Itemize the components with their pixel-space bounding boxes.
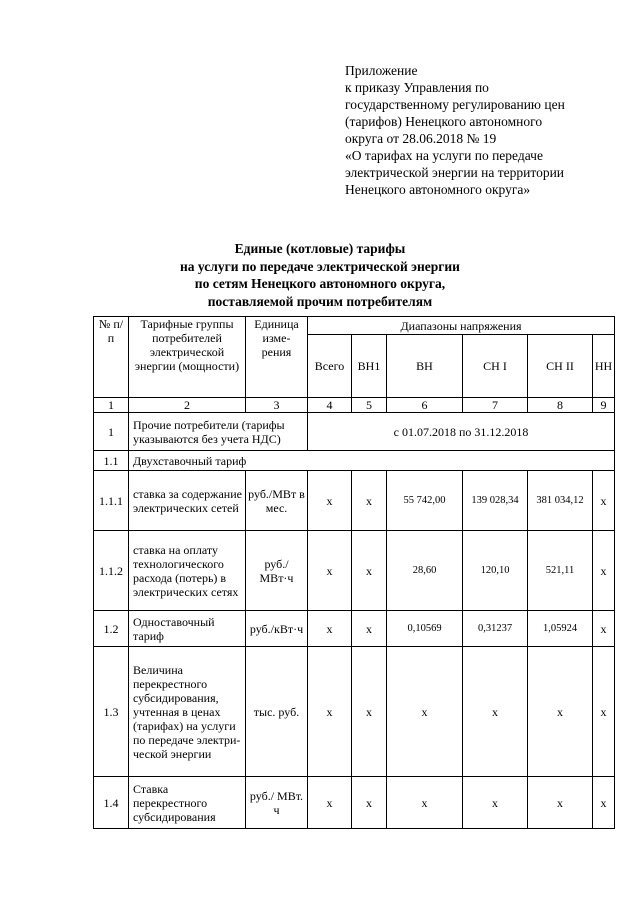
cell-vn1: х	[352, 471, 387, 531]
colnum: 5	[352, 398, 387, 413]
row-num: 1.1.1	[94, 471, 129, 531]
row-name: ставка за содержание электрических сетей	[129, 471, 246, 531]
header-sn2: СН II	[528, 335, 593, 398]
appendix-line: государственному регулированию цен	[345, 97, 565, 112]
header-row	[94, 317, 615, 335]
header-group: Тарифные группы потребителей электрической энергии (мощности)	[129, 317, 246, 398]
cell-vn1: х	[352, 531, 387, 611]
cell-sn1: х	[463, 647, 528, 777]
header-num: № п/п	[94, 317, 129, 398]
cell-total: х	[308, 647, 352, 777]
cell-nn: х	[593, 531, 615, 611]
colnum: 3	[246, 398, 308, 413]
table-row	[94, 471, 615, 531]
colnum: 6	[387, 398, 463, 413]
row-name: Прочие потребители (тарифы указываются без учета НДС)	[129, 413, 308, 451]
cell-total: х	[308, 777, 352, 829]
title-line: на услуги по передаче электрической энергии	[180, 258, 460, 274]
cell-sn1: 120,10	[463, 531, 528, 611]
header-unit: Единица изме-рения	[246, 317, 308, 398]
table-row	[94, 611, 615, 647]
cell-nn: х	[593, 471, 615, 531]
header-total: Всего	[308, 335, 352, 398]
cell-sn2: 521,11	[528, 531, 593, 611]
row-num: 1	[94, 413, 129, 451]
table-row	[94, 647, 615, 777]
appendix-line: округа от 28.06.2018 № 19	[345, 131, 497, 146]
cell-sn1: 0,31237	[463, 611, 528, 647]
title-line: по сетям Ненецкого автономного округа,	[194, 276, 446, 291]
row-name: Одноставочный тариф	[129, 611, 246, 647]
appendix-line: Ненецкого автономного округа»	[345, 182, 531, 197]
row-num: 1.1	[94, 451, 129, 471]
cell-sn2: х	[528, 647, 593, 777]
header-nn: НН	[593, 335, 615, 398]
cell-sn2: 381 034,12	[528, 471, 593, 531]
cell-vn: х	[387, 647, 463, 777]
colnum: 8	[528, 398, 593, 413]
colnum: 2	[129, 398, 246, 413]
colnum: 4	[308, 398, 352, 413]
row-period: с 01.07.2018 по 31.12.2018	[308, 413, 615, 451]
document-title	[100, 240, 540, 310]
row-unit: руб./МВт в мес.	[246, 471, 308, 531]
cell-vn1: х	[352, 611, 387, 647]
cell-sn1: 139 028,34	[463, 471, 528, 531]
cell-vn: х	[387, 777, 463, 829]
row-name: Величина перекрестного субсидирования, учтенная в ценах (тарифах) на услуги по передаче электри-ческой энергии	[129, 647, 246, 777]
cell-sn2: 1,05924	[528, 611, 593, 647]
header-vn1: ВН1	[352, 335, 387, 398]
cell-total: х	[308, 531, 352, 611]
colnum: 1	[94, 398, 129, 413]
table-row	[94, 413, 615, 451]
row-num: 1.2	[94, 611, 129, 647]
cell-nn: х	[593, 611, 615, 647]
row-num: 1.3	[94, 647, 129, 777]
row-name: ставка на оплату технологического расхода (потерь) в электрических сетях	[129, 531, 246, 611]
appendix-note	[345, 62, 635, 198]
row-unit: руб./кВт·ч	[246, 611, 308, 647]
cell-total: х	[308, 471, 352, 531]
cell-sn1: х	[463, 777, 528, 829]
title-line: поставляемой прочим потребителям	[207, 293, 433, 309]
row-name: Двухставочный тариф	[129, 451, 615, 471]
tariff-table	[93, 316, 615, 829]
header-vn: ВН	[387, 335, 463, 398]
appendix-line: (тарифов) Ненецкого автономного	[345, 114, 543, 129]
title-line: Единые (котловые) тарифы	[234, 241, 406, 256]
cell-nn: х	[593, 647, 615, 777]
table-row	[94, 451, 615, 471]
colnum: 9	[593, 398, 615, 413]
column-number-row	[94, 398, 615, 413]
cell-vn1: х	[352, 647, 387, 777]
header-sn1: СН I	[463, 335, 528, 398]
cell-vn: 28,60	[387, 531, 463, 611]
table-row	[94, 777, 615, 829]
appendix-line: электрической энергии на территории	[345, 165, 565, 180]
colnum: 7	[463, 398, 528, 413]
cell-sn2: х	[528, 777, 593, 829]
row-num: 1.4	[94, 777, 129, 829]
row-unit: тыс. руб.	[246, 647, 308, 777]
row-num: 1.1.2	[94, 531, 129, 611]
cell-vn1: х	[352, 777, 387, 829]
cell-nn: х	[593, 777, 615, 829]
table-row	[94, 531, 615, 611]
row-unit: руб./ МВт. ч	[246, 777, 308, 829]
appendix-line: Приложение	[345, 63, 418, 78]
cell-vn: 0,10569	[387, 611, 463, 647]
row-name: Ставка перекрестного субсидирования	[129, 777, 246, 829]
cell-vn: 55 742,00	[387, 471, 463, 531]
header-ranges: Диапазоны напряжения	[308, 317, 615, 335]
appendix-line: к приказу Управления по	[345, 80, 489, 95]
row-unit: руб./ МВт·ч	[246, 531, 308, 611]
appendix-line: «О тарифах на услуги по передаче	[345, 148, 543, 163]
cell-total: х	[308, 611, 352, 647]
